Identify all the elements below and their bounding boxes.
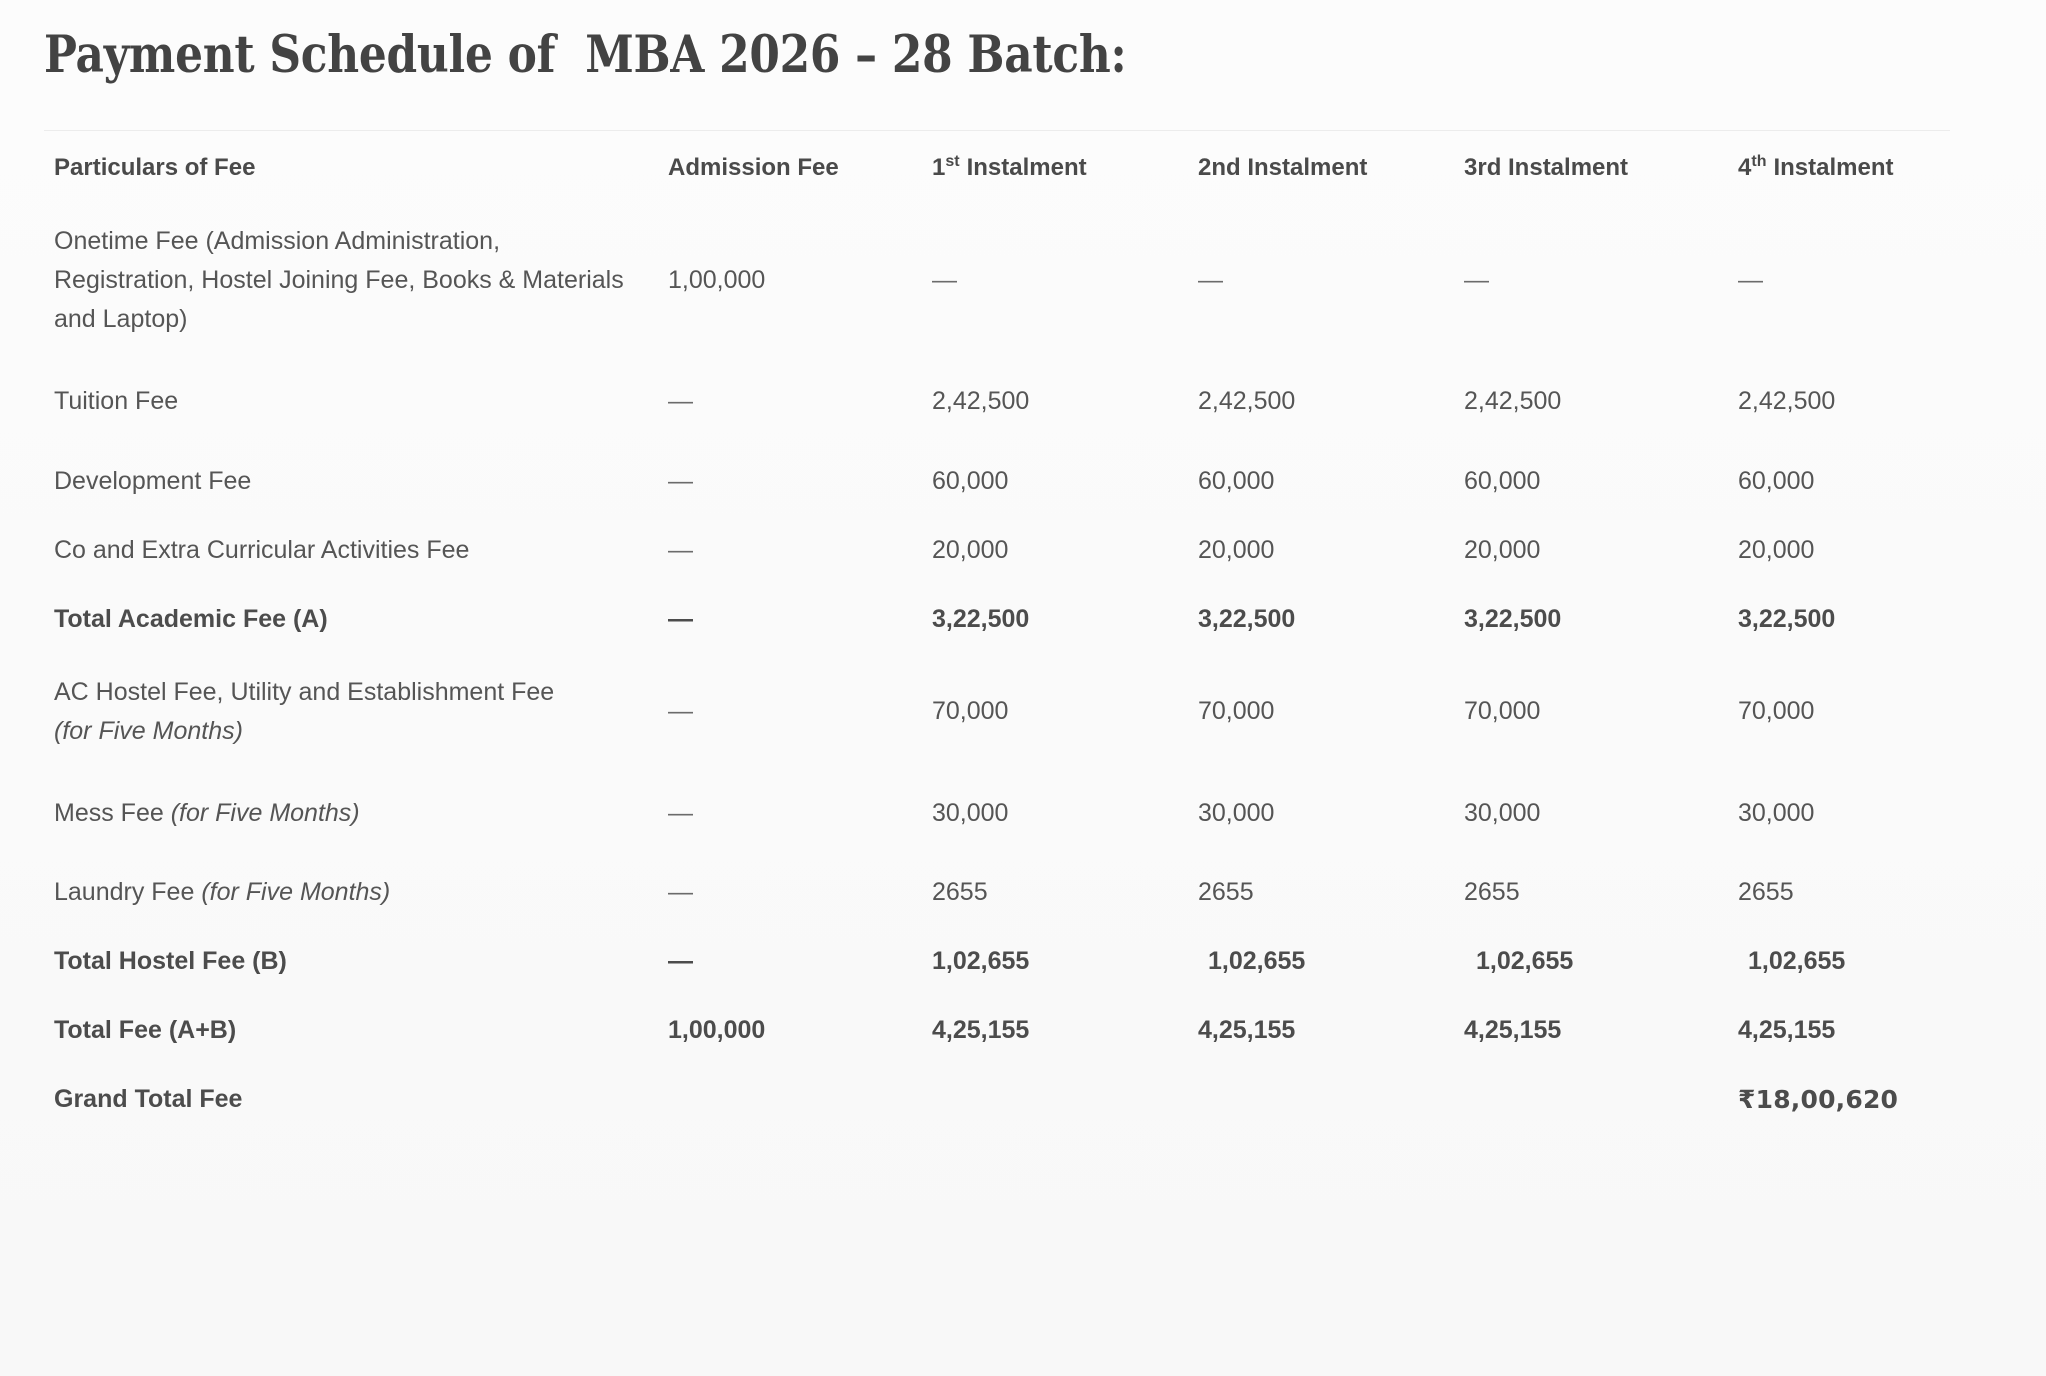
row-label-total-fee: Total Fee (A+B) xyxy=(54,1016,237,1044)
cell-mess-inst1: 30,000 xyxy=(932,799,1009,827)
cell-onetime-inst2: — xyxy=(1198,265,1223,294)
payment-schedule-table xyxy=(44,131,1994,1134)
instalment-4-suffix: th xyxy=(1751,153,1767,170)
instalment-4-ordinal: 4 xyxy=(1738,154,1752,181)
table-row xyxy=(44,585,1994,654)
row-label-mess-fee xyxy=(44,769,656,858)
cell-development-inst1: 60,000 xyxy=(932,467,1009,495)
cell-mess-admission: — xyxy=(668,799,693,827)
column-header-instalment-3: 3rd Instalment xyxy=(1464,154,1629,181)
cell-ac-hostel-admission: — xyxy=(668,697,693,725)
table-row xyxy=(44,516,1994,585)
cell-total-hostel-admission: — xyxy=(668,947,693,975)
cell-development-admission: — xyxy=(668,467,693,495)
cell-onetime-inst3: — xyxy=(1464,265,1489,294)
cell-laundry-admission: — xyxy=(668,878,693,906)
cell-tuition-inst2: 2,42,500 xyxy=(1198,386,1296,415)
row-label-grand-total-fee: Grand Total Fee xyxy=(54,1085,243,1113)
cell-total-fee-inst1: 4,25,155 xyxy=(932,1016,1030,1044)
cell-development-inst3: 60,000 xyxy=(1464,467,1541,495)
cell-coextra-inst3: 20,000 xyxy=(1464,536,1541,564)
table-header-row xyxy=(44,131,1994,205)
instalment-4-label: Instalment xyxy=(1773,154,1894,181)
column-header-instalment-2: 2nd Instalment xyxy=(1198,154,1368,181)
instalment-1-label: Instalment xyxy=(966,154,1087,181)
cell-ac-hostel-inst4: 70,000 xyxy=(1738,697,1815,725)
table-row xyxy=(44,927,1994,996)
column-header-particulars: Particulars of Fee xyxy=(54,154,256,181)
cell-total-fee-inst2: 4,25,155 xyxy=(1198,1016,1296,1044)
cell-onetime-inst4: — xyxy=(1738,265,1763,294)
cell-grand-total-admission xyxy=(656,1065,918,1134)
cell-coextra-inst1: 20,000 xyxy=(932,536,1009,564)
table-header xyxy=(44,131,1994,205)
table-row xyxy=(44,858,1994,927)
cell-total-hostel-inst4: 1,02,655 xyxy=(1748,947,1846,975)
cell-development-inst4: 60,000 xyxy=(1738,467,1815,495)
row-label-onetime-fee: Onetime Fee (Admission Administration, Registration, Hostel Joining Fee, Books & Materials and Laptop) xyxy=(54,226,624,333)
instalment-1-ordinal: 1 xyxy=(932,154,946,181)
cell-total-hostel-inst2: 1,02,655 xyxy=(1208,947,1306,975)
ac-hostel-fee-note: (for Five Months) xyxy=(54,716,243,745)
row-label-development-fee: Development Fee xyxy=(54,467,252,495)
row-label-total-academic-fee: Total Academic Fee (A) xyxy=(54,605,328,633)
cell-total-academic-inst4: 3,22,500 xyxy=(1738,605,1836,633)
table-row xyxy=(44,769,1994,858)
cell-laundry-inst1: 2655 xyxy=(932,878,988,906)
mess-fee-main: Mess Fee xyxy=(54,799,171,827)
cell-coextra-inst4: 20,000 xyxy=(1738,536,1815,564)
cell-grand-total-inst3 xyxy=(1454,1065,1726,1134)
cell-total-fee-admission: 1,00,000 xyxy=(668,1016,766,1044)
instalment-1-suffix: st xyxy=(945,153,960,170)
cell-ac-hostel-inst3: 70,000 xyxy=(1464,697,1541,725)
cell-laundry-inst3: 2655 xyxy=(1464,878,1520,906)
table-body xyxy=(44,205,1994,1134)
row-label-total-hostel-fee: Total Hostel Fee (B) xyxy=(54,947,287,975)
table-row xyxy=(44,654,1994,769)
cell-laundry-inst4: 2655 xyxy=(1738,878,1794,906)
column-header-instalment-1 xyxy=(918,131,1186,205)
column-header-admission-fee: Admission Fee xyxy=(668,154,839,181)
row-label-co-extra-curricular-fee: Co and Extra Curricular Activities Fee xyxy=(54,536,470,564)
table-row xyxy=(44,1065,1994,1134)
column-header-instalment-4 xyxy=(1726,131,1994,205)
fee-table-container xyxy=(44,130,1994,1134)
cell-tuition-inst1: 2,42,500 xyxy=(932,386,1030,415)
ac-hostel-fee-main: AC Hostel Fee, Utility and Establishment Fee xyxy=(54,677,555,706)
cell-total-hostel-inst3: 1,02,655 xyxy=(1476,947,1574,975)
laundry-fee-note: (for Five Months) xyxy=(201,878,391,906)
cell-grand-total-inst1 xyxy=(918,1065,1186,1134)
cell-total-academic-inst3: 3,22,500 xyxy=(1464,605,1562,633)
cell-mess-inst4: 30,000 xyxy=(1738,799,1815,827)
cell-total-fee-inst4: 4,25,155 xyxy=(1738,1016,1836,1044)
cell-tuition-admission: — xyxy=(668,386,693,415)
row-label-tuition-fee: Tuition Fee xyxy=(54,386,179,415)
cell-total-academic-inst1: 3,22,500 xyxy=(932,605,1030,633)
table-row xyxy=(44,996,1994,1065)
cell-onetime-inst1: — xyxy=(932,265,957,294)
cell-development-inst2: 60,000 xyxy=(1198,467,1275,495)
page-title: Payment Schedule of MBA 2026 – 28 Batch: xyxy=(44,25,1127,85)
row-label-laundry-fee xyxy=(44,858,656,927)
table-row xyxy=(44,355,1994,447)
table-row xyxy=(44,447,1994,516)
cell-onetime-admission: 1,00,000 xyxy=(668,265,766,294)
cell-laundry-inst2: 2655 xyxy=(1198,878,1254,906)
cell-total-hostel-inst1: 1,02,655 xyxy=(932,947,1030,975)
cell-mess-inst2: 30,000 xyxy=(1198,799,1275,827)
cell-mess-inst3: 30,000 xyxy=(1464,799,1541,827)
row-label-ac-hostel-fee xyxy=(44,654,656,769)
cell-tuition-inst4: 2,42,500 xyxy=(1738,386,1836,415)
mess-fee-note: (for Five Months) xyxy=(170,799,360,827)
cell-ac-hostel-inst2: 70,000 xyxy=(1198,697,1275,725)
cell-grand-total-amount: ₹18,00,620 xyxy=(1738,1085,1899,1114)
cell-ac-hostel-inst1: 70,000 xyxy=(932,697,1009,725)
laundry-fee-main: Laundry Fee xyxy=(54,878,202,906)
cell-tuition-inst3: 2,42,500 xyxy=(1464,386,1562,415)
cell-total-fee-inst3: 4,25,155 xyxy=(1464,1016,1562,1044)
cell-total-academic-admission: — xyxy=(668,605,693,633)
cell-grand-total-inst2 xyxy=(1186,1065,1454,1134)
cell-total-academic-inst2: 3,22,500 xyxy=(1198,605,1296,633)
cell-coextra-inst2: 20,000 xyxy=(1198,536,1275,564)
cell-coextra-admission: — xyxy=(668,536,693,564)
table-row xyxy=(44,205,1994,355)
